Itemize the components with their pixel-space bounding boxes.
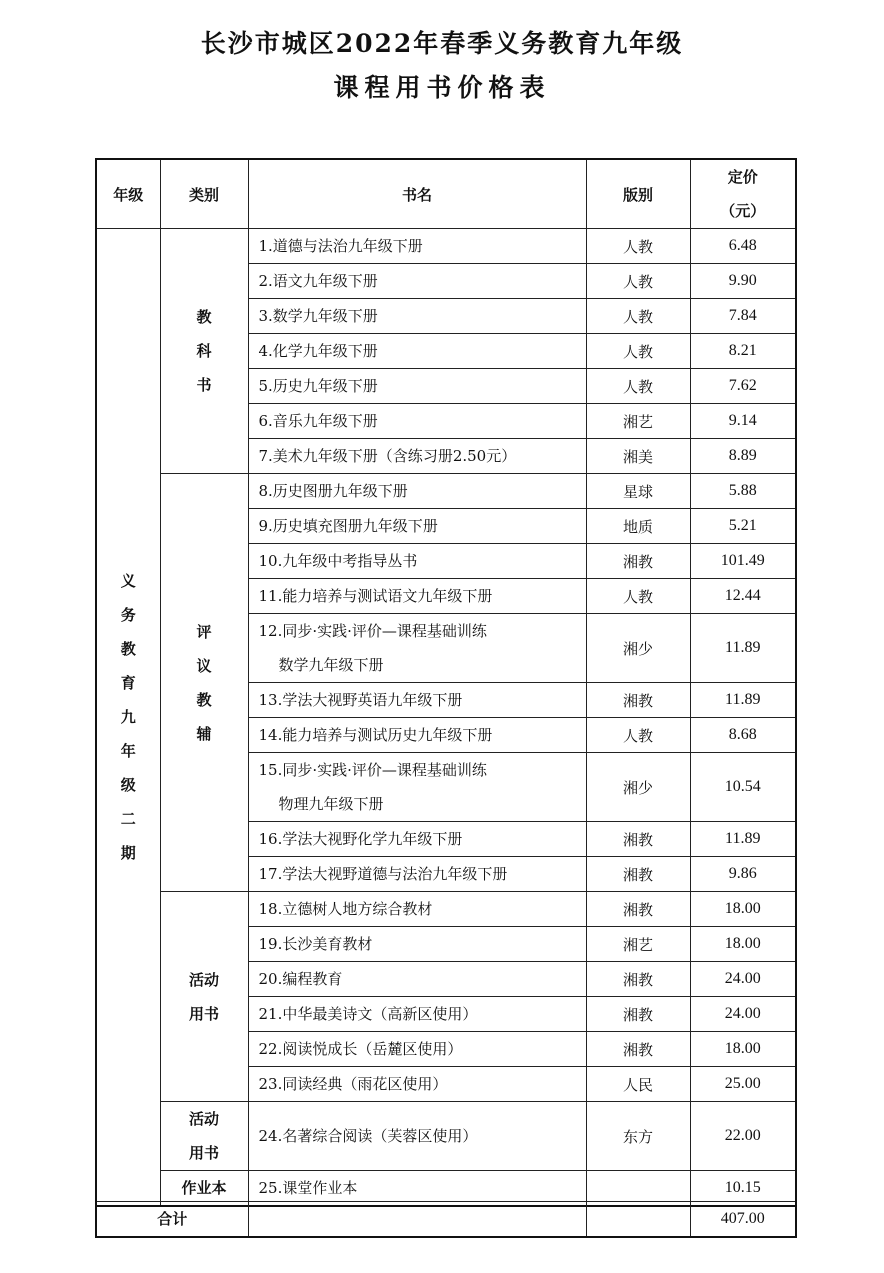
- header-grade: 年级: [96, 159, 160, 229]
- grade-char: 义: [120, 572, 136, 590]
- price-table: [95, 158, 797, 1207]
- grade-char: 教: [120, 640, 136, 658]
- category-char: 评: [196, 622, 212, 641]
- book-edition: 湘少: [586, 614, 690, 683]
- book-price: 10.54: [690, 753, 796, 822]
- book-name: 19.长沙美育教材: [248, 927, 586, 962]
- book-edition: 人民: [586, 1067, 690, 1102]
- book-edition: 人教: [586, 264, 690, 299]
- book-name: 25.课堂作业本: [248, 1171, 586, 1207]
- grade-char: 九: [120, 708, 136, 726]
- grade-char: 育: [120, 674, 136, 692]
- book-price: 5.21: [690, 509, 796, 544]
- book-name-line2: 数学九年级下册: [278, 656, 384, 674]
- book-name: 4.化学九年级下册: [248, 334, 586, 369]
- header-price-line1: 定价: [727, 168, 758, 186]
- book-name: 17.学法大视野道德与法治九年级下册: [248, 857, 586, 892]
- book-price: 8.89: [690, 439, 796, 474]
- category-char: 教: [196, 690, 212, 709]
- book-name: 8.历史图册九年级下册: [248, 474, 586, 509]
- book-edition: 东方: [586, 1102, 690, 1171]
- book-price: 6.48: [690, 229, 796, 264]
- book-price: 5.88: [690, 474, 796, 509]
- category-char: 书: [196, 376, 212, 394]
- total-empty-name: [248, 1202, 586, 1237]
- category-text: 用书: [188, 1144, 219, 1162]
- book-name: 18.立德树人地方综合教材: [248, 892, 586, 927]
- total-table: [95, 1201, 797, 1238]
- book-name-line1: 15.同步·实践·评价—课程基础训练: [258, 761, 487, 779]
- book-price: 9.14: [690, 404, 796, 439]
- book-price: 7.62: [690, 369, 796, 404]
- category-homework: 作业本: [160, 1171, 248, 1207]
- book-price: 10.15: [690, 1171, 796, 1207]
- header-category: 类别: [160, 159, 248, 229]
- book-price: 18.00: [690, 1032, 796, 1067]
- book-edition: 湘艺: [586, 927, 690, 962]
- book-name: 6.音乐九年级下册: [248, 404, 586, 439]
- table-row: [96, 474, 796, 509]
- book-price: 9.86: [690, 857, 796, 892]
- book-price: 7.84: [690, 299, 796, 334]
- book-edition: 湘教: [586, 892, 690, 927]
- book-edition: 湘教: [586, 997, 690, 1032]
- book-edition: 湘艺: [586, 404, 690, 439]
- book-edition: 人教: [586, 718, 690, 753]
- book-price: 24.00: [690, 962, 796, 997]
- book-price: 12.44: [690, 579, 796, 614]
- category-text: 活动: [188, 1110, 219, 1128]
- book-name: 11.能力培养与测试语文九年级下册: [248, 579, 586, 614]
- table-header-row: [96, 159, 796, 229]
- total-empty-edition: [586, 1202, 690, 1237]
- total-value: 407.00: [690, 1202, 796, 1237]
- category-char: 辅: [196, 724, 212, 743]
- book-name: [248, 753, 586, 822]
- book-edition: 人教: [586, 299, 690, 334]
- total-label: 合计: [96, 1202, 248, 1237]
- book-name: 10.九年级中考指导丛书: [248, 544, 586, 579]
- grade-char: 级: [120, 776, 136, 794]
- category-activity: [160, 892, 248, 1102]
- table-row: [96, 1102, 796, 1171]
- header-price: [690, 159, 796, 229]
- book-name: 3.数学九年级下册: [248, 299, 586, 334]
- book-edition: 地质: [586, 509, 690, 544]
- book-price: 11.89: [690, 614, 796, 683]
- book-price: 24.00: [690, 997, 796, 1032]
- grade-cell: [96, 229, 160, 1207]
- book-name: 14.能力培养与测试历史九年级下册: [248, 718, 586, 753]
- book-edition: 湘教: [586, 822, 690, 857]
- grade-char: 务: [120, 606, 136, 624]
- page-subtitle: 课程用书价格表: [333, 73, 551, 102]
- book-price: 9.90: [690, 264, 796, 299]
- book-name: 2.语文九年级下册: [248, 264, 586, 299]
- book-price: 101.49: [690, 544, 796, 579]
- book-edition: 湘教: [586, 544, 690, 579]
- category-activity-2: [160, 1102, 248, 1171]
- book-price: 8.68: [690, 718, 796, 753]
- book-edition: 人教: [586, 334, 690, 369]
- book-edition: 人教: [586, 369, 690, 404]
- book-price: 18.00: [690, 927, 796, 962]
- book-price: 11.89: [690, 683, 796, 718]
- book-name: [248, 614, 586, 683]
- book-price: 22.00: [690, 1102, 796, 1171]
- grade-char: 期: [120, 844, 136, 862]
- book-edition: 星球: [586, 474, 690, 509]
- total-row: [96, 1202, 796, 1237]
- book-name: 1.道德与法治九年级下册: [248, 229, 586, 264]
- book-price: 8.21: [690, 334, 796, 369]
- book-name-line2: 物理九年级下册: [278, 795, 384, 813]
- category-text: 用书: [188, 1004, 219, 1023]
- book-edition: 人教: [586, 579, 690, 614]
- table-row: [96, 892, 796, 927]
- book-edition: 湘教: [586, 857, 690, 892]
- header-price-line2: （元）: [720, 202, 766, 220]
- book-name: 23.同读经典（雨花区使用）: [248, 1067, 586, 1102]
- book-name: 20.编程教育: [248, 962, 586, 997]
- book-price: 25.00: [690, 1067, 796, 1102]
- grade-char: 二: [120, 810, 136, 828]
- table-row: [96, 229, 796, 264]
- book-edition: 湘美: [586, 439, 690, 474]
- header-edition: 版别: [586, 159, 690, 229]
- category-textbook: [160, 229, 248, 474]
- book-name: 21.中华最美诗文（高新区使用）: [248, 997, 586, 1032]
- book-price: 18.00: [690, 892, 796, 927]
- book-name: 16.学法大视野化学九年级下册: [248, 822, 586, 857]
- category-review: [160, 474, 248, 892]
- category-char: 教: [196, 308, 212, 326]
- header-book-name: 书名: [248, 159, 586, 229]
- book-edition: 人教: [586, 229, 690, 264]
- book-name: 13.学法大视野英语九年级下册: [248, 683, 586, 718]
- book-price: 11.89: [690, 822, 796, 857]
- category-char: 科: [196, 342, 212, 360]
- book-name: 22.阅读悦成长（岳麓区使用）: [248, 1032, 586, 1067]
- page-title: 长沙市城区2022年春季义务教育九年级: [200, 29, 684, 58]
- book-edition: 湘少: [586, 753, 690, 822]
- book-name-line1: 12.同步·实践·评价—课程基础训练: [258, 622, 487, 640]
- book-edition: 湘教: [586, 1032, 690, 1067]
- book-name: 24.名著综合阅读（芙蓉区使用）: [248, 1102, 586, 1171]
- category-text: 活动: [188, 970, 219, 989]
- category-char: 议: [196, 656, 212, 675]
- book-edition: 湘教: [586, 683, 690, 718]
- book-name: 5.历史九年级下册: [248, 369, 586, 404]
- book-name: 7.美术九年级下册（含练习册2.50元）: [248, 439, 586, 474]
- book-edition: 湘教: [586, 962, 690, 997]
- grade-char: 年: [120, 742, 136, 760]
- book-name: 9.历史填充图册九年级下册: [248, 509, 586, 544]
